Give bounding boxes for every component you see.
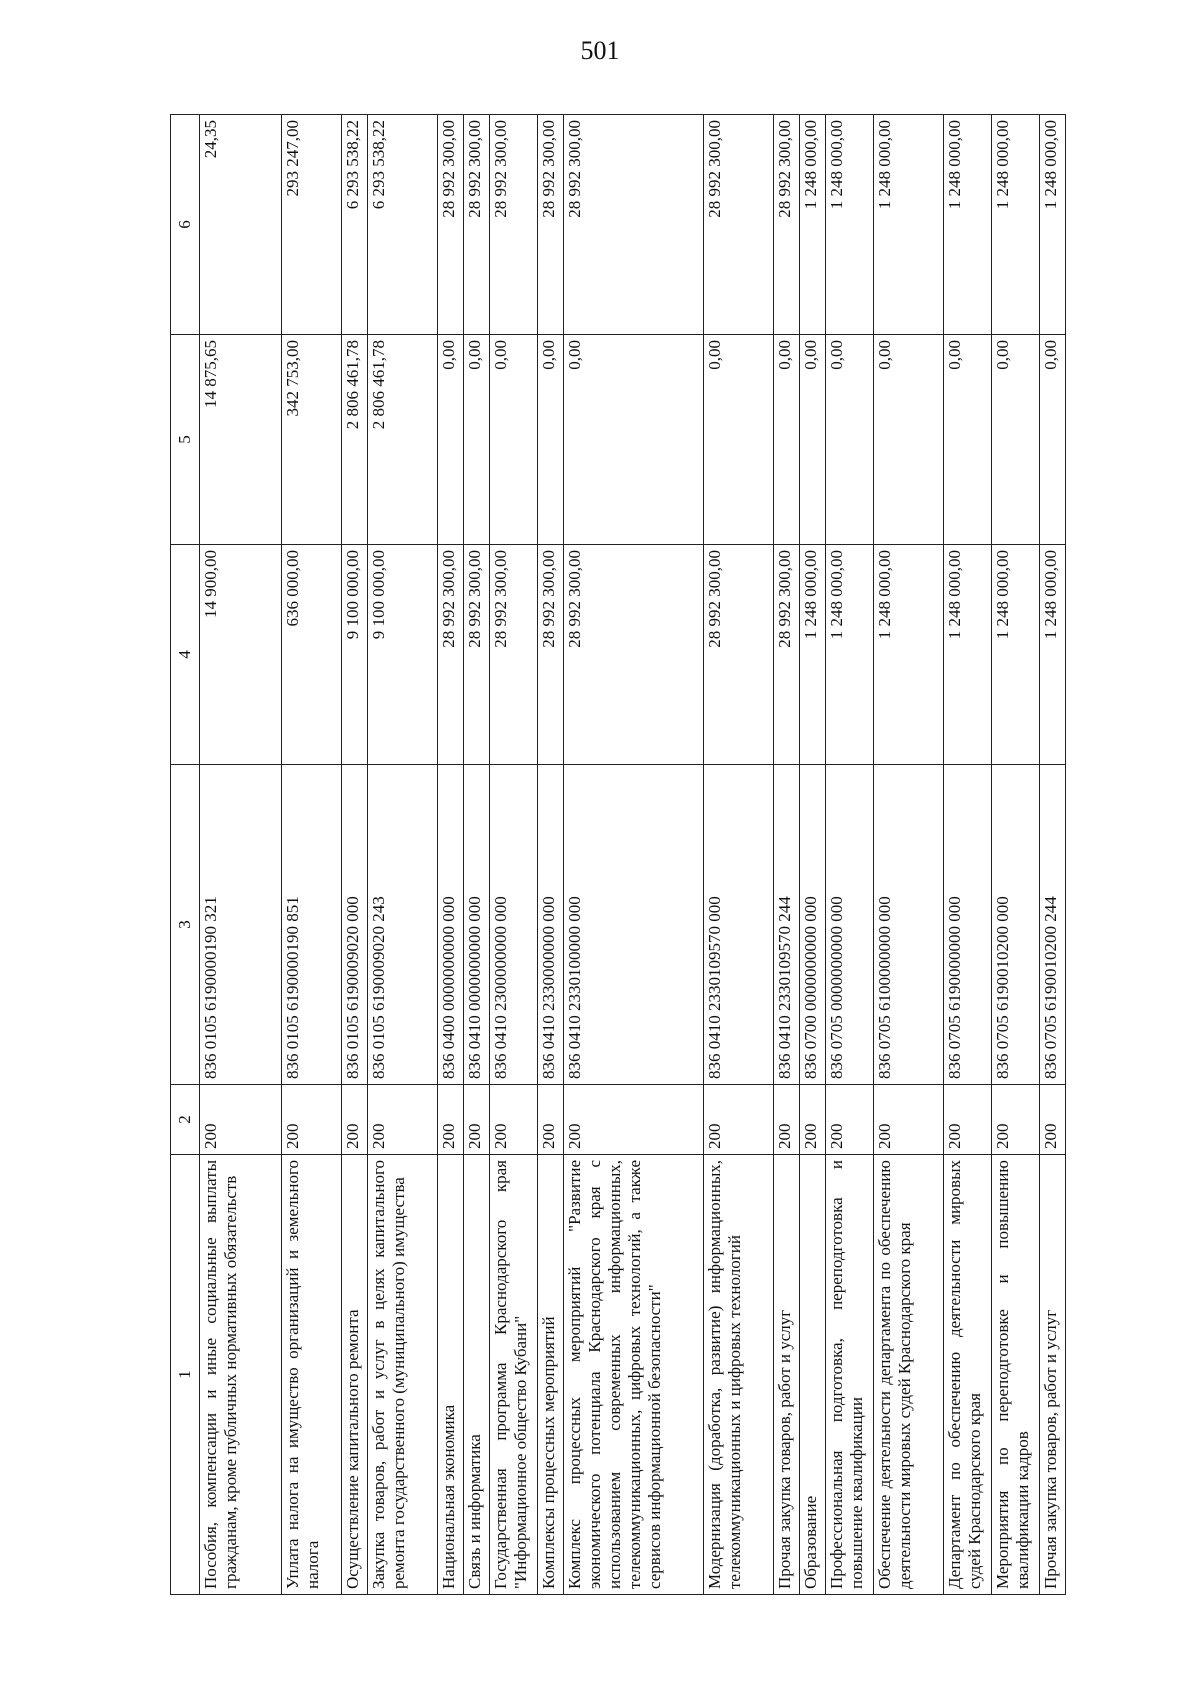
- table-row: [342, 115, 368, 1595]
- row-executed-amount-cell: 0,00: [564, 335, 704, 545]
- header-row: [171, 115, 200, 1595]
- row-line-code-cell: 200: [800, 1085, 826, 1155]
- row-classification-code-cell: 836 0705 6190000000 000: [944, 765, 992, 1085]
- table-row: [564, 115, 704, 1595]
- column-header-1: 1: [171, 1155, 200, 1595]
- row-name-cell: Прочая закупка товаров, работ и услуг: [1040, 1155, 1066, 1595]
- row-name-cell: Департамент по обеспечению деятельности мировых судей Краснодарского края: [944, 1155, 992, 1595]
- table-row: [282, 115, 342, 1595]
- row-approved-amount-cell: 9 100 000,00: [342, 545, 368, 765]
- row-line-code-cell: 200: [282, 1085, 342, 1155]
- table-row: [438, 115, 464, 1595]
- row-classification-code-cell: 836 0105 6190000190 851: [282, 765, 342, 1085]
- row-remaining-amount-cell: 1 248 000,00: [1040, 115, 1066, 335]
- row-name-cell: Пособия, компенсации и иные социальные выплаты гражданам, кроме публичных нормативных обязательств: [200, 1155, 282, 1595]
- table-row: [368, 115, 438, 1595]
- row-approved-amount-cell: 1 248 000,00: [992, 545, 1040, 765]
- row-classification-code-cell: 836 0705 0000000000 000: [826, 765, 874, 1085]
- row-remaining-amount-cell: 293 247,00: [282, 115, 342, 335]
- row-executed-amount-cell: 0,00: [800, 335, 826, 545]
- row-classification-code-cell: 836 0700 0000000000 000: [800, 765, 826, 1085]
- row-name-cell: Осуществление капитального ремонта: [342, 1155, 368, 1595]
- column-header-2: 2: [171, 1085, 200, 1155]
- row-classification-code-cell: 836 0400 0000000000 000: [438, 765, 464, 1085]
- row-approved-amount-cell: 1 248 000,00: [800, 545, 826, 765]
- row-remaining-amount-cell: 28 992 300,00: [490, 115, 538, 335]
- row-classification-code-cell: 836 0705 6100000000 000: [874, 765, 944, 1085]
- row-executed-amount-cell: 342 753,00: [282, 335, 342, 545]
- row-executed-amount-cell: 0,00: [1040, 335, 1066, 545]
- row-remaining-amount-cell: 6 293 538,22: [368, 115, 438, 335]
- row-name-cell: Профессиональная подготовка, переподготовка и повышение квалификации: [826, 1155, 874, 1595]
- row-line-code-cell: 200: [826, 1085, 874, 1155]
- row-executed-amount-cell: 0,00: [874, 335, 944, 545]
- row-name-cell: Образование: [800, 1155, 826, 1595]
- table-row: [464, 115, 490, 1595]
- row-remaining-amount-cell: 28 992 300,00: [704, 115, 774, 335]
- table-row: [490, 115, 538, 1595]
- row-remaining-amount-cell: 28 992 300,00: [464, 115, 490, 335]
- row-name-cell: Прочая закупка товаров, работ и услуг: [774, 1155, 800, 1595]
- row-name-cell: Комплекс процессных мероприятий "Развитие экономического потенциала Краснодарского края с использованием современных информационных, телекоммуникационных, цифровых технологий, а также сервисов информационной безопасности": [564, 1155, 704, 1595]
- row-name-cell: Обеспечение деятельности департамента по обеспечению деятельности мировых судей Краснодарского края: [874, 1155, 944, 1595]
- row-executed-amount-cell: 0,00: [464, 335, 490, 545]
- row-name-cell: Уплата налога на имущество организаций и земельного налога: [282, 1155, 342, 1595]
- table-body: [200, 115, 1066, 1595]
- row-executed-amount-cell: 0,00: [438, 335, 464, 545]
- table-row: [1040, 115, 1066, 1595]
- row-approved-amount-cell: 28 992 300,00: [464, 545, 490, 765]
- column-header-4: 4: [171, 545, 200, 765]
- row-remaining-amount-cell: 1 248 000,00: [944, 115, 992, 335]
- row-line-code-cell: 200: [944, 1085, 992, 1155]
- row-line-code-cell: 200: [704, 1085, 774, 1155]
- row-line-code-cell: 200: [774, 1085, 800, 1155]
- row-classification-code-cell: 836 0105 6190009020 243: [368, 765, 438, 1085]
- row-approved-amount-cell: 1 248 000,00: [1040, 545, 1066, 765]
- row-approved-amount-cell: 9 100 000,00: [368, 545, 438, 765]
- row-approved-amount-cell: 28 992 300,00: [438, 545, 464, 765]
- row-remaining-amount-cell: 1 248 000,00: [800, 115, 826, 335]
- row-line-code-cell: 200: [368, 1085, 438, 1155]
- row-classification-code-cell: 836 0410 0000000000 000: [464, 765, 490, 1085]
- row-executed-amount-cell: 0,00: [490, 335, 538, 545]
- row-executed-amount-cell: 0,00: [538, 335, 564, 545]
- table-row: [826, 115, 874, 1595]
- row-executed-amount-cell: 0,00: [704, 335, 774, 545]
- row-executed-amount-cell: 0,00: [944, 335, 992, 545]
- row-name-cell: Связь и информатика: [464, 1155, 490, 1595]
- row-line-code-cell: 200: [874, 1085, 944, 1155]
- row-approved-amount-cell: 14 900,00: [200, 545, 282, 765]
- row-remaining-amount-cell: 1 248 000,00: [992, 115, 1040, 335]
- row-name-cell: Национальная экономика: [438, 1155, 464, 1595]
- row-approved-amount-cell: 28 992 300,00: [490, 545, 538, 765]
- row-name-cell: Мероприятия по переподготовке и повышению квалификации кадров: [992, 1155, 1040, 1595]
- row-approved-amount-cell: 1 248 000,00: [944, 545, 992, 765]
- row-line-code-cell: 200: [490, 1085, 538, 1155]
- row-line-code-cell: 200: [342, 1085, 368, 1155]
- table-row: [992, 115, 1040, 1595]
- row-classification-code-cell: 836 0705 6190010200 000: [992, 765, 1040, 1085]
- row-executed-amount-cell: 2 806 461,78: [342, 335, 368, 545]
- row-executed-amount-cell: 0,00: [992, 335, 1040, 545]
- row-classification-code-cell: 836 0410 2330000000 000: [538, 765, 564, 1085]
- row-approved-amount-cell: 636 000,00: [282, 545, 342, 765]
- row-remaining-amount-cell: 6 293 538,22: [342, 115, 368, 335]
- column-header-5: 5: [171, 335, 200, 545]
- row-remaining-amount-cell: 1 248 000,00: [826, 115, 874, 335]
- table-row: [944, 115, 992, 1595]
- row-line-code-cell: 200: [464, 1085, 490, 1155]
- row-classification-code-cell: 836 0410 2330100000 000: [564, 765, 704, 1085]
- row-name-cell: Комплексы процессных мероприятий: [538, 1155, 564, 1595]
- row-approved-amount-cell: 1 248 000,00: [826, 545, 874, 765]
- row-executed-amount-cell: 0,00: [826, 335, 874, 545]
- row-approved-amount-cell: 1 248 000,00: [874, 545, 944, 765]
- row-executed-amount-cell: 14 875,65: [200, 335, 282, 545]
- row-name-cell: Модернизация (доработка, развитие) информационных, телекоммуникационных и цифровых технологий: [704, 1155, 774, 1595]
- row-line-code-cell: 200: [200, 1085, 282, 1155]
- row-classification-code-cell: 836 0105 6190000190 321: [200, 765, 282, 1085]
- column-header-6: 6: [171, 115, 200, 335]
- row-line-code-cell: 200: [1040, 1085, 1066, 1155]
- table-row: [774, 115, 800, 1595]
- row-classification-code-cell: 836 0410 2330109570 000: [704, 765, 774, 1085]
- table-row: [704, 115, 774, 1595]
- row-line-code-cell: 200: [564, 1085, 704, 1155]
- budget-table: [170, 114, 1066, 1595]
- row-remaining-amount-cell: 28 992 300,00: [774, 115, 800, 335]
- row-executed-amount-cell: 2 806 461,78: [368, 335, 438, 545]
- row-remaining-amount-cell: 28 992 300,00: [564, 115, 704, 335]
- row-approved-amount-cell: 28 992 300,00: [538, 545, 564, 765]
- row-classification-code-cell: 836 0705 6190010200 244: [1040, 765, 1066, 1085]
- row-approved-amount-cell: 28 992 300,00: [564, 545, 704, 765]
- table-row: [800, 115, 826, 1595]
- row-remaining-amount-cell: 28 992 300,00: [538, 115, 564, 335]
- row-remaining-amount-cell: 24,35: [200, 115, 282, 335]
- row-line-code-cell: 200: [438, 1085, 464, 1155]
- row-approved-amount-cell: 28 992 300,00: [704, 545, 774, 765]
- row-line-code-cell: 200: [992, 1085, 1040, 1155]
- table-row: [538, 115, 564, 1595]
- row-name-cell: Государственная программа Краснодарского края "Информационное общество Кубани": [490, 1155, 538, 1595]
- table-row: [874, 115, 944, 1595]
- row-approved-amount-cell: 28 992 300,00: [774, 545, 800, 765]
- row-remaining-amount-cell: 28 992 300,00: [438, 115, 464, 335]
- row-classification-code-cell: 836 0410 2300000000 000: [490, 765, 538, 1085]
- row-name-cell: Закупка товаров, работ и услуг в целях капитального ремонта государственного (муниципального) имущества: [368, 1155, 438, 1595]
- column-header-3: 3: [171, 765, 200, 1085]
- row-remaining-amount-cell: 1 248 000,00: [874, 115, 944, 335]
- row-classification-code-cell: 836 0410 2330109570 244: [774, 765, 800, 1085]
- row-line-code-cell: 200: [538, 1085, 564, 1155]
- row-executed-amount-cell: 0,00: [774, 335, 800, 545]
- table-row: [200, 115, 282, 1595]
- row-classification-code-cell: 836 0105 6190009020 000: [342, 765, 368, 1085]
- rotated-table-container: [170, 115, 1112, 1595]
- page-number: 501: [580, 36, 620, 65]
